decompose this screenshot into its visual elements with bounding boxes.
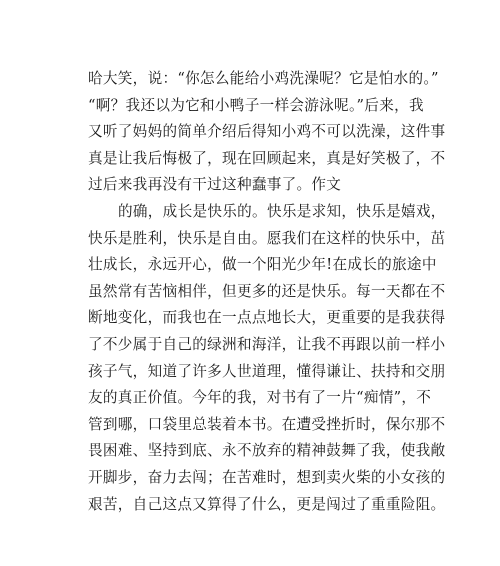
- text-line: 哈大笑，说：“你怎么能给小鸡洗澡呢？它是怕水的。”: [88, 70, 439, 87]
- text-line: 壮成长，永远开心，做一个阳光少年!在成长的旅途中: [88, 256, 437, 274]
- text-line: 管到哪，口袋里总装着本书。在遭受挫折时，保尔那不: [88, 415, 446, 433]
- text-line: 艰苦，自己这点又算得了什么，更是闯过了重重险阻。: [88, 495, 446, 513]
- paragraph-start-line: 的确，成长是快乐的。快乐是求知，快乐是嬉戏，: [118, 202, 446, 220]
- text-line: 开脚步，奋力去闯；在苦难时，想到卖火柴的小女孩的: [88, 468, 446, 486]
- text-line: 断地变化，而我也在一点点地长大，更重要的是我获得: [88, 309, 446, 327]
- text-line: 虽然常有苦恼相伴，但更多的还是快乐。每一天都在不: [88, 282, 446, 300]
- text-line: 孩子气，知道了许多人世道理，懂得谦让、扶持和交朋: [88, 362, 446, 380]
- text-line: 过后来我再没有干过这种蠢事了。作文: [88, 176, 342, 194]
- text-line: 真是让我后悔极了，现在回顾起来，真是好笑极了，不: [88, 149, 446, 167]
- text-line: 了不少属于自己的绿洲和海洋，让我不再跟以前一样小: [88, 335, 446, 353]
- text-line: 又听了妈妈的简单介绍后得知小鸡不可以洗澡，这件事: [88, 123, 446, 141]
- text-line: 友的真正价值。今年的我，对书有了一片“痴情”，不: [88, 389, 432, 407]
- essay-text: [88, 66, 446, 518]
- text-line: “啊？我还以为它和小鸭子一样会游泳呢。”后来，我: [88, 96, 424, 114]
- text-line: 快乐是胜利，快乐是自由。愿我们在这样的快乐中，茁: [88, 229, 446, 247]
- text-line: 畏困难、坚持到底、永不放弃的精神鼓舞了我，使我敞: [88, 442, 446, 460]
